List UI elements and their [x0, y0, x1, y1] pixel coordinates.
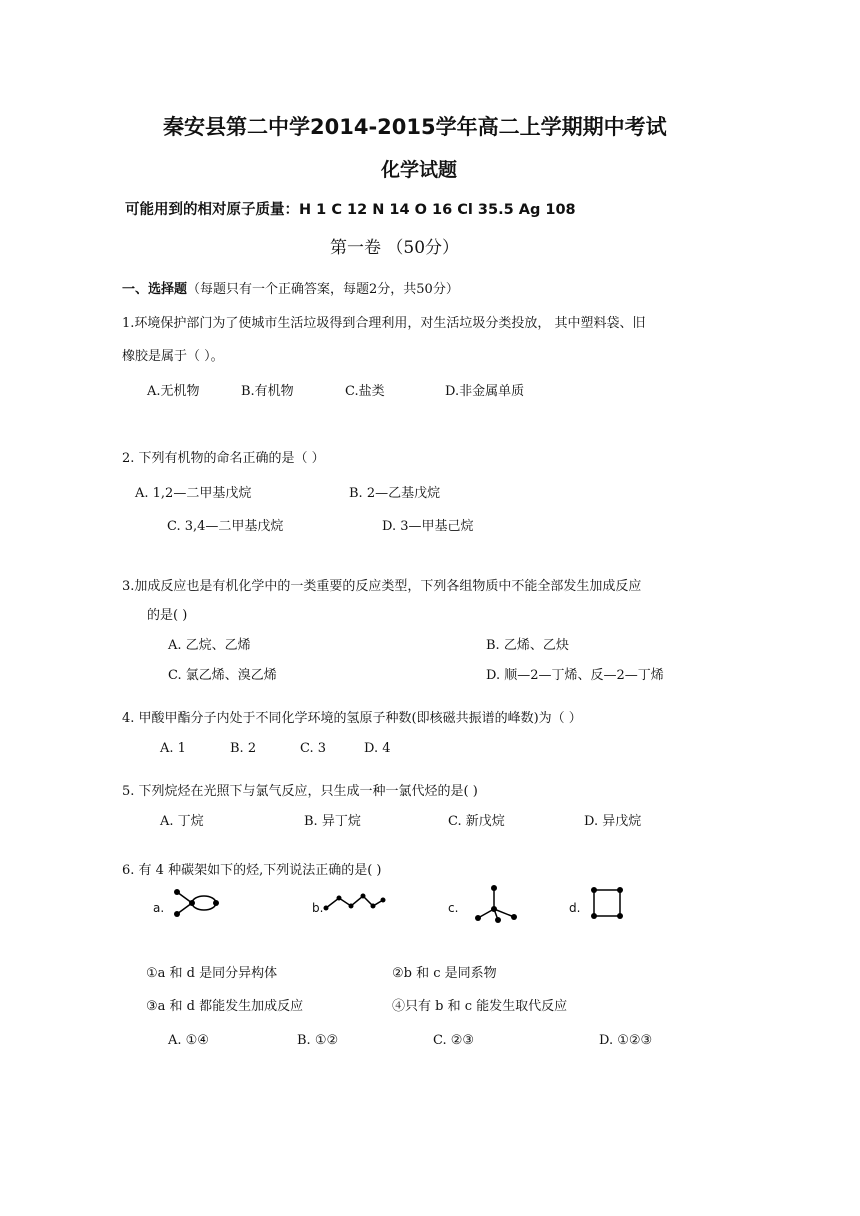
question-1-option-c: C.盐类 — [345, 384, 385, 399]
section-heading: 一、选择题 — [122, 282, 188, 297]
question-3-option-b: B. 乙烯、乙炔 — [486, 638, 569, 653]
question-6-stem: 6. 有 4 种碳架如下的烃,下列说法正确的是( ) — [122, 863, 382, 878]
question-4-option-d: D. 4 — [364, 741, 391, 756]
question-2-option-c: C. 3,4—二甲基戊烷 — [167, 519, 284, 534]
structure-label-c: c. — [448, 901, 459, 915]
question-3-stem-line2: 的是( ) — [147, 608, 188, 623]
carbon-skeleton-a — [172, 887, 222, 921]
question-6-option-a: A. ①④ — [168, 1033, 209, 1048]
structure-label-a: a. — [153, 901, 165, 915]
question-6-option-d: D. ①②③ — [599, 1033, 653, 1048]
question-6-option-c: C. ②③ — [433, 1033, 475, 1048]
question-4-option-b: B. 2 — [230, 741, 257, 756]
question-5-option-a: A. 丁烷 — [160, 814, 204, 829]
question-2-option-b: B. 2—乙基戊烷 — [349, 486, 441, 501]
question-4-option-a: A. 1 — [160, 741, 186, 756]
atomic-masses: 可能用到的相对原子质量：H 1 C 12 N 14 O 16 Cl 35.5 Ag 108 — [125, 202, 576, 218]
question-1-stem-line2: 橡胶是属于（ ）。 — [122, 349, 224, 364]
exam-subtitle: 化学试题 — [381, 159, 458, 181]
question-2-option-a: A. 1,2—二甲基戊烷 — [135, 486, 252, 501]
structure-label-d: d. — [569, 901, 581, 915]
question-5-option-b: B. 异丁烷 — [304, 814, 361, 829]
question-4-stem: 4. 甲酸甲酯分子内处于不同化学环境的氢原子种数(即核磁共振谱的峰数)为（ ） — [122, 711, 582, 726]
carbon-skeleton-d — [589, 885, 625, 921]
question-2-stem: 2. 下列有机物的命名正确的是（ ） — [122, 451, 325, 466]
carbon-skeleton-c — [470, 884, 520, 924]
question-6-statement-1: ①a 和 d 是同分异构体 — [146, 966, 278, 981]
question-1-option-b: B.有机物 — [241, 384, 294, 399]
volume-heading: 第一卷 （50分） — [330, 238, 460, 258]
question-6-statement-2: ②b 和 c 是同系物 — [392, 966, 497, 981]
question-3-option-d: D. 顺—2—丁烯、反—2—丁烯 — [486, 668, 664, 683]
question-5-option-c: C. 新戊烷 — [448, 814, 505, 829]
question-1-option-a: A.无机物 — [147, 384, 200, 399]
question-3-option-c: C. 氯乙烯、溴乙烯 — [168, 668, 277, 683]
question-1-option-d: D.非金属单质 — [445, 384, 525, 399]
section-note: （每题只有一个正确答案，每题2分，共50分） — [187, 282, 459, 297]
question-3-stem-line1: 3.加成反应也是有机化学中的一类重要的反应类型，下列各组物质中不能全部发生加成反应 — [122, 579, 642, 594]
question-6-option-b: B. ①② — [297, 1033, 339, 1048]
structure-label-b: b. — [312, 901, 324, 915]
question-5-option-d: D. 异戊烷 — [584, 814, 642, 829]
question-1-stem-line1: 1.环境保护部门为了使城市生活垃圾得到合理利用，对生活垃圾分类投放， 其中塑料袋、旧 — [122, 316, 646, 331]
question-2-option-d: D. 3—甲基己烷 — [382, 519, 474, 534]
carbon-skeleton-b — [323, 890, 385, 914]
question-3-option-a: A. 乙烷、乙烯 — [168, 638, 251, 653]
question-6-statement-3: ③a 和 d 都能发生加成反应 — [146, 999, 304, 1014]
question-5-stem: 5. 下列烷烃在光照下与氯气反应，只生成一种一氯代烃的是( ) — [122, 784, 478, 799]
question-4-option-c: C. 3 — [300, 741, 327, 756]
exam-title: 秦安县第二中学2014-2015学年高二上学期期中考试 — [163, 115, 667, 139]
section-heading-line — [122, 283, 459, 296]
question-6-statement-4: ④只有 b 和 c 能发生取代反应 — [392, 999, 568, 1014]
